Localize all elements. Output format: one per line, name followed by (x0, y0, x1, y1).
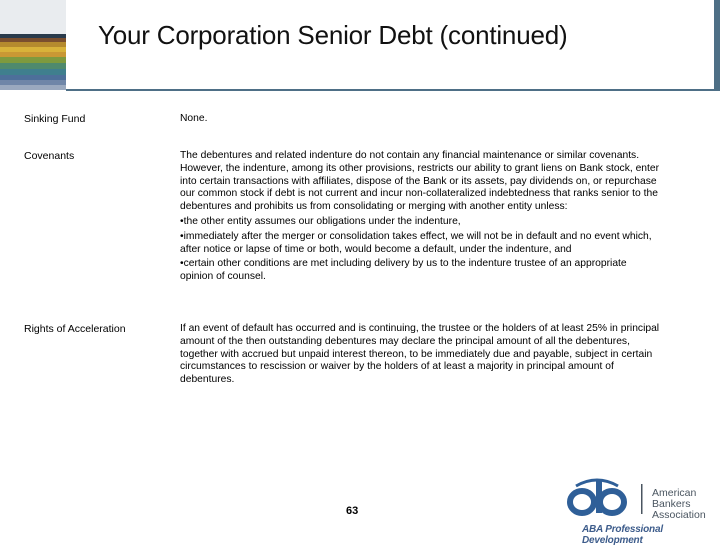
header-right-bar (714, 0, 720, 90)
logo-line3: Association (652, 509, 706, 521)
logo-tagline: ABA Professional Development (582, 524, 663, 546)
header-rule (66, 89, 720, 91)
page-number: 63 (346, 505, 359, 517)
bullet-item: •certain other conditions are met including delivery by us to the indenture trustee of an appropriate opinion of counsel. (180, 258, 627, 283)
row-content (180, 113, 660, 126)
row-content (180, 323, 660, 387)
bullet-item: •immediately after the merger or consolidation takes effect, we will not be in default and no event which, after notice or lapse of time or both, would become a default, under the indenture, and (180, 230, 652, 255)
slide-title: Your Corporation Senior Debt (continued) (98, 20, 568, 50)
row-content (180, 150, 660, 284)
stripe (0, 85, 66, 90)
row-label: Sinking Fund (24, 113, 86, 125)
paragraph: None. (180, 113, 208, 124)
stripe (0, 0, 66, 34)
row-label: Covenants (24, 150, 75, 162)
bullet-item: •the other entity assumes our obligations under the indenture, (180, 215, 461, 227)
logo-line1: American (652, 487, 697, 499)
logo-line2: Bankers (652, 498, 691, 510)
row-label: Rights of Acceleration (24, 323, 126, 335)
paragraph: If an event of default has occurred and is continuing, the trustee or the holders of at least 25% in principal amount of the then outstanding debentures may declare the principal amount of all the debentures, together with accrued but unpaid interest thereon, to be immediately due and payable, subject in certain circumstances to rescission or waiver by the holders of at least a majority in principal amount of debentures. (180, 323, 660, 386)
paragraph: The debentures and related indenture do not contain any financial maintenance or similar covenants. However, the indenture, among its other provisions, restricts our ability to grant liens on Bank stock, enter into certain transactions with affiliates, dispose of the Bank or its assets, pay dividends on, or repurchase our common stock if debt is not current and incur non-collateralized indebtedness that ranks senior to the debentures and prohibits us from consolidating or merging with another entity unless: (180, 150, 660, 213)
